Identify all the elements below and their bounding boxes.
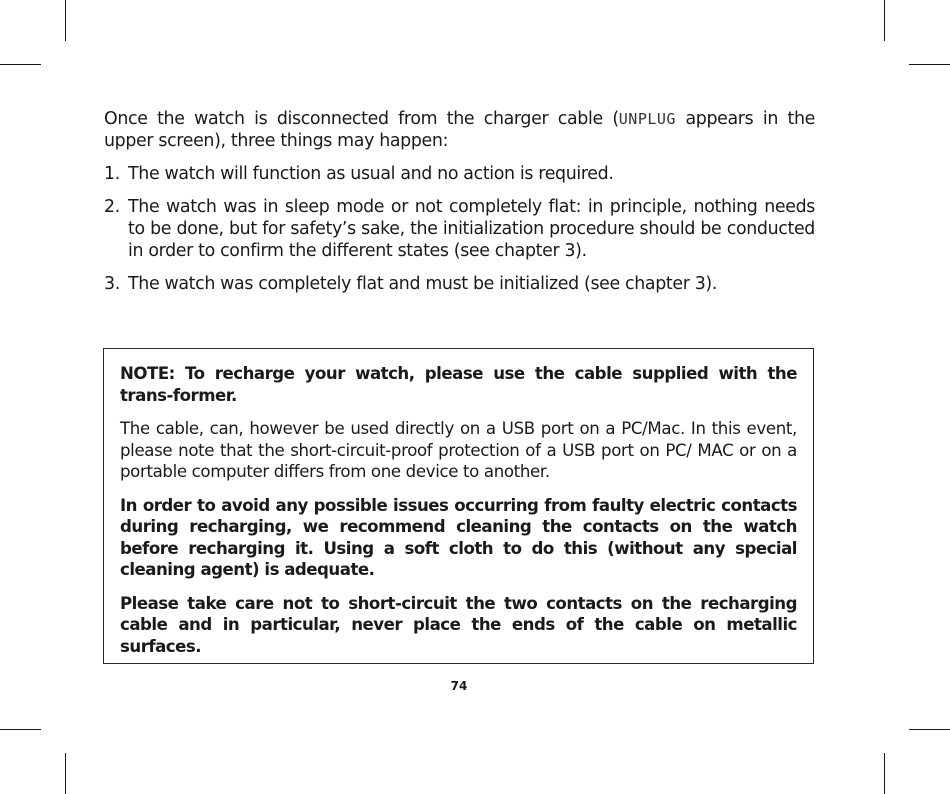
note-paragraph-cleaning: In order to avoid any possible issues occurring from faulty electric contacts during recharging, we recommend cleaning the contacts on the watch before recharging it. Using a soft cloth to do this (without any special cleaning agent) is adequate. xyxy=(120,495,797,579)
note-heading: NOTE: To recharge your watch, please use the cable supplied with the trans-former. xyxy=(120,364,797,405)
outcome-list xyxy=(104,163,815,295)
lcd-unplug-text: UNPLUG xyxy=(618,110,676,128)
list-item-number: 1. xyxy=(104,164,120,184)
note-paragraph-short-circuit: Please take care not to short-circuit the two contacts on the recharging cable and in particular, never place the ends of the cable on metallic surfaces. xyxy=(120,593,797,656)
list-item xyxy=(104,196,815,262)
crop-mark-bottom-right-h xyxy=(909,729,950,730)
intro-paragraph xyxy=(104,108,815,152)
intro-text-start: Once the watch is disconnected from the charger cable ( xyxy=(104,109,619,129)
crop-mark-bottom-left xyxy=(65,753,66,794)
list-item xyxy=(104,273,815,295)
crop-mark-top-right-h xyxy=(909,64,950,65)
list-item-text: The watch was completely flat and must be initialized (see chapter 3). xyxy=(128,274,718,294)
crop-mark-bottom-left-h xyxy=(0,729,41,730)
note-paragraph-usb: The cable, can, however be used directly on a USB port on a PC/Mac. In this event, please note that the short-circuit-proof protection of a USB port on PC/ MAC or on a portable computer differs from one device to another. xyxy=(120,419,797,481)
page-number: 74 xyxy=(450,679,468,693)
main-content xyxy=(104,108,815,295)
list-item xyxy=(104,163,815,185)
crop-mark-top-right xyxy=(884,0,885,41)
list-item-text: The watch was in sleep mode or not completely flat: in principle, nothing needs to be done, but for safety’s sake, the initialization procedure should be conducted in order to confirm the different states (see chapter 3). xyxy=(128,197,815,261)
list-item-text: The watch will function as usual and no action is required. xyxy=(128,164,614,184)
crop-mark-top-left xyxy=(65,0,66,41)
crop-mark-top-left-h xyxy=(0,64,41,65)
list-item-number: 3. xyxy=(104,274,120,294)
list-item-number: 2. xyxy=(104,197,120,217)
intro-text-end: appears in the upper screen), three things may happen: xyxy=(104,109,815,151)
crop-mark-bottom-right xyxy=(884,753,885,794)
note-box xyxy=(103,348,814,664)
